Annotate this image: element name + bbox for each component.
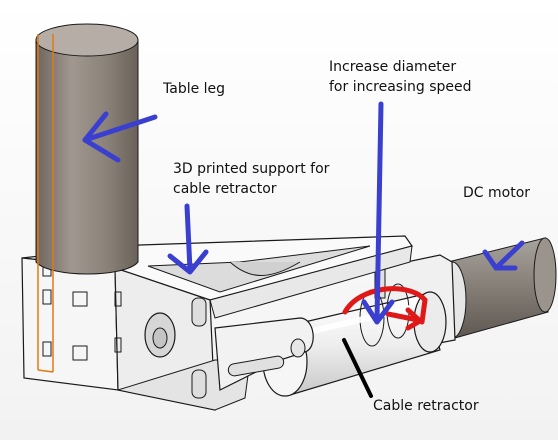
label-cable-retractor: Cable retractor — [373, 398, 479, 414]
label-table-leg: Table leg — [163, 81, 226, 97]
label-support-line1: 3D printed support for — [173, 161, 330, 177]
label-support-line2: cable retractor — [173, 181, 277, 197]
label-dc-motor: DC motor — [463, 185, 531, 201]
label-increase-line2: for increasing speed — [329, 79, 472, 95]
label-printed-support — [173, 159, 329, 199]
label-increase-diameter — [329, 57, 472, 97]
label-increase-line1: Increase diameter — [329, 59, 457, 75]
